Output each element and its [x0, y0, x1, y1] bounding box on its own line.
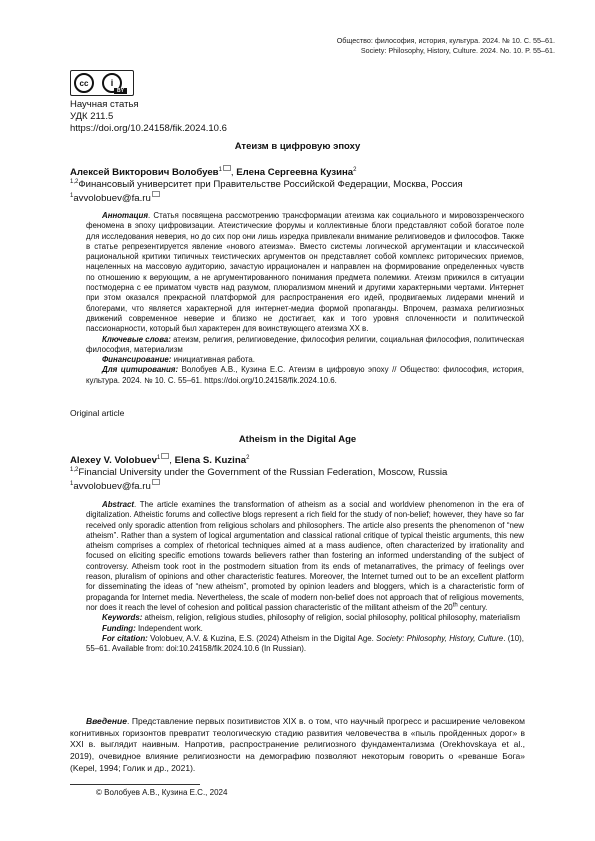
- attribution-icon: i: [102, 73, 122, 93]
- article-type-en: Original article: [70, 408, 125, 418]
- email-link-en[interactable]: avvolobuev@fa.ru: [73, 481, 151, 492]
- cc-license-badge[interactable]: [70, 70, 134, 96]
- author-2-en: Elena S. Kuzina: [174, 455, 247, 466]
- affiliation: Финансовый университет при Правительстве Российской Федерации, Москва, Россия: [78, 179, 463, 190]
- author-1: Алексей Викторович Волобуев: [70, 167, 219, 178]
- email-link[interactable]: avvolobuev@fa.ru: [73, 193, 151, 204]
- mail-icon: [152, 479, 160, 485]
- cc-icon: cc: [74, 73, 94, 93]
- introduction-paragraph: Введение. Представление первых позитивистов XIX в. о том, что научный прогресс и расширение человеком когнитивных горизонтов превратит теологическую стадию развития человечества в «пыль пройденных дорог» в XXI в. выглядит наивным. Напротив, распространение религиозного фундаментализма (Orekhovskaya et al., 2019), очевидное влияние религиозности на демографию позволяют некоторым говорить о «реванше Бога» (Kepel, 1994; Голик и др., 2021).: [70, 716, 525, 773]
- article-type: Научная статья: [70, 99, 139, 110]
- author-2: Елена Сергеевна Кузина: [236, 167, 354, 178]
- affiliation-en: Financial University under the Government of the Russian Federation, Moscow, Russia: [78, 467, 448, 478]
- journal-line-ru: Общество: философия, история, культура. 2024. № 10. С. 55–61.: [336, 36, 555, 45]
- mail-icon: [223, 165, 231, 171]
- mail-icon: [152, 191, 160, 197]
- doi-link[interactable]: https://doi.org/10.24158/fik.2024.10.6: [70, 123, 227, 134]
- copyright-note: © Волобуев А.В., Кузина Е.С., 2024: [96, 788, 228, 797]
- journal-header: [337, 36, 555, 56]
- abstract-en: Abstract. The article examines the transformation of atheism as a social and worldview phenomenon in the era of digitalization. Atheistic forums and collective blogs represent a rich field for the study of non-belief; however, they have so far received only sporadic attention from religious scholars and philosophers. The article also presents the phenomenon of “new atheism”. Rather than a system of logical argumentation and classical rational critique of typical theistic arguments, this new atheism comprises a complex of rhetorical techniques aimed at a mass audience, often characterized by irrationality and focused on eliciting specific emotions towards believers rather than fostering an informed understanding of the subject of controversy. Atheism took root in the postmodern situation from its ends of metanarratives, the primacy of feelings over reason, pluralism of opinions and other characteristic features. Moreover, the Internet turned out to be an excellent platform for disseminating the ideas of “new atheism”, promoted by opinion leaders and bloggers, which is a characteristic form of propaganda for Internet media. Nevertheless, the scale of modern non-belief does not approach that of religious movements, nor does it reach the level of cohesion and political passion characteristic of the militant atheism of the 20th century. Keywords: atheism, religion, religious studies, philosophy of religion, social philosophy, political philosophy, materialism Funding: Independent work. For citation: Volobuev, A.V. & Kuzina, E.S. (2024) Atheism in the Digital Age. Society: Philosophy, History, Culture. (10), 55–61. Available from: doi:10.24158/fik.2024.10.6 (In Russian).: [86, 500, 524, 654]
- abstract-ru: Аннотация. Статья посвящена рассмотрению трансформации атеизма как социального и мировоззренческого феномена в эпоху цифровизации. Атеистические форумы и коллективные блоги представляют собой богатое поле для исследования неверия, но до сих пор они лишь изредка привлекали внимание религиоведов и философов. Также в статье репрезентируется явление «нового атеизма». Вместо системы логической аргументации и классической рациональной критики типичных теистических аргументов он представляет собой комплекс риторических приемов, нацеленных на массовую аудиторию, зачастую иррационален и направлен на формирование определенных чувств по отношению к верующим, а не аргументированного понимания предмета полемики. Атеизм прижился в ситуации постмодерна с ее приматом чувств над разумом, плюрализмом мнений и другими характерными чертами. Интернет при этом оказался прекрасной платформой для распространения его идей, продвигаемых лидерами мнений и блогерами, что является характерной для интернет-медиа формой пропаганды. Впрочем, размаха религиозных движений современное неверие и близко не достигает, как и того уровня сплоченности и политической пассионарности, который был характерен для воинствующего атеизма XX в. Ключевые слова: атеизм, религия, религиоведение, философия религии, социальная философия, политическая философия, материализм Финансирование: инициативная работа. Для цитирования: Волобуев А.В., Кузина Е.С. Атеизм в цифровую эпоху // Общество: философия, история, культура. 2024. № 10. С. 55–61. https://doi.org/10.24158/fik.2024.10.6.: [86, 211, 524, 385]
- authors-ru: Алексей Викторович Волобуев$^1$ , Елена Сергеевна Кузина$^2$ $^{1,2}$Финансовый университет при Правительстве Российской Федерации, Москва, Россия $^1$avvolobuev@fa.ru: [70, 166, 463, 204]
- journal-line-en: Society: Philosophy, History, Culture. 2024. No. 10. P. 55–61.: [360, 46, 555, 55]
- article-meta: [70, 99, 227, 135]
- authors-en: Alexey V. Volobuev$^1$ , Elena S. Kuzina$^2$ $^{1,2}$Financial University under the Government of the Russian Federation, Moscow, Russia $^1$avvolobuev@fa.ru: [70, 454, 448, 492]
- footnote-divider: [70, 784, 200, 785]
- by-label: BY: [114, 88, 127, 94]
- author-1-en: Alexey V. Volobuev: [70, 455, 157, 466]
- udc: УДК 211.5: [70, 111, 114, 122]
- title-ru: Атеизм в цифровую эпоху: [234, 141, 361, 152]
- title-en: Atheism in the Digital Age: [238, 434, 357, 445]
